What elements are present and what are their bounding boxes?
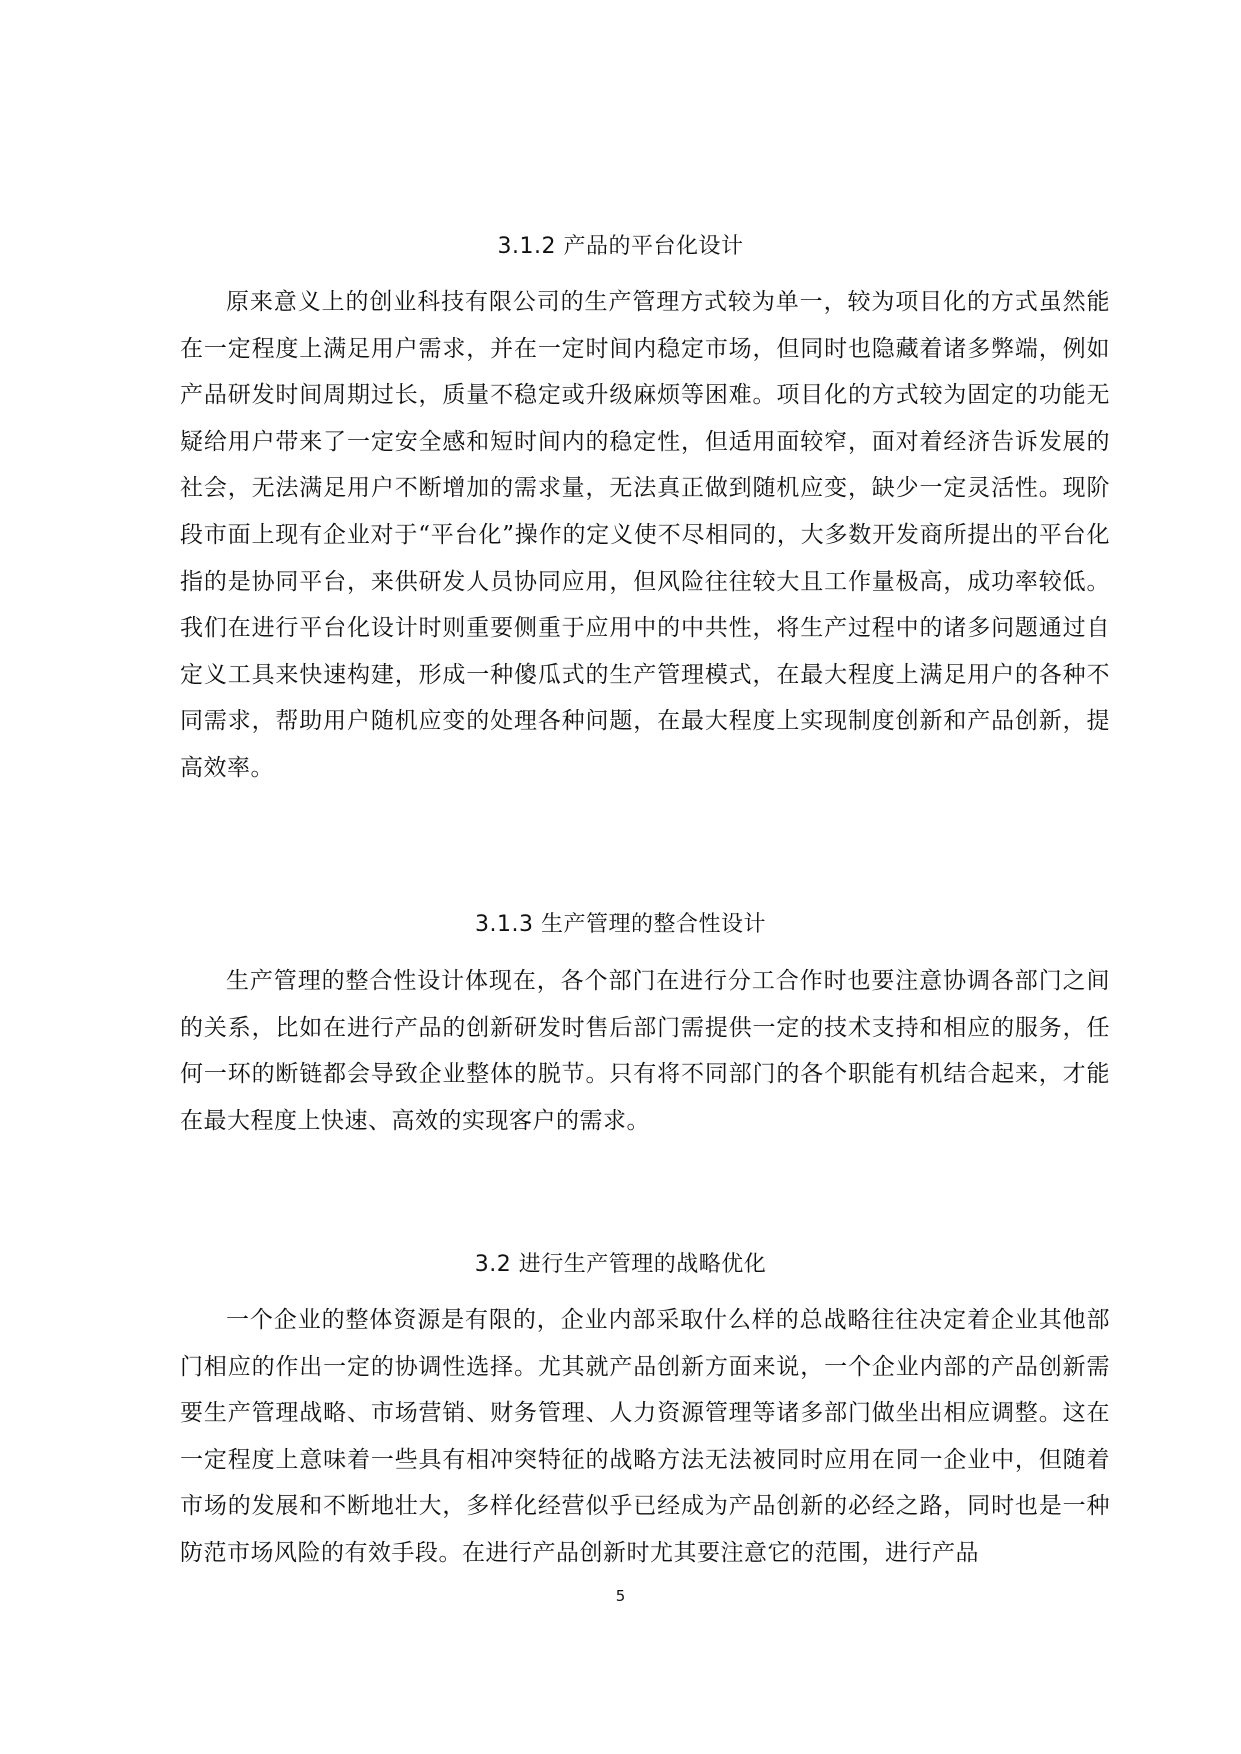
section-heading-3-1-2: 3.1.2 产品的平台化设计 [497,234,744,259]
section-heading-3-2: 3.2 进行生产管理的战略优化 [474,1252,767,1277]
section-paragraph-3-2: 一个企业的整体资源是有限的，企业内部采取什么样的总战略往往决定着企业其他部门相应的作出一定的协调性选择。尤其就产品创新方面来说，一个企业内部的产品创新需要生产管理战略、市场营销、财务管理、人力资源管理等诸多部门做坐出相应调整。这在一定程度上意味着一些具有相冲突特征的战略方法无法被同时应用在同一企业中，但随着市场的发展和不断地壮大，多样化经营似乎已经成为产品创新的必经之路，同时也是一种防范市场风险的有效手段。在进行产品创新时尤其要注意它的范围，进行产品 [180,1307,1110,1566]
page-number: 5 [615,1587,626,1605]
section-heading-3-1-3: 3.1.3 生产管理的整合性设计 [475,912,766,937]
section-paragraph-3-1-2: 原来意义上的创业科技有限公司的生产管理方式较为单一，较为项目化的方式虽然能在一定程度上满足用户需求，并在一定时间内稳定市场，但同时也隐藏着诸多弊端，例如产品研发时间周期过长，质量不稳定或升级麻烦等困难。项目化的方式较为固定的功能无疑给用户带来了一定安全感和短时间内的稳定性，但适用面较窄，面对着经济告诉发展的社会，无法满足用户不断增加的需求量，无法真正做到随机应变，缺少一定灵活性。现阶段市面上现有企业对于“平台化”操作的定义使不尽相同的，大多数开发商所提出的平台化指的是协同平台，来供研发人员协同应用，但风险往往较大且工作量极高，成功率较低。我们在进行平台化设计时则重要侧重于应用中的中共性，将生产过程中的诸多问题通过自定义工具来快速构建，形成一种傻瓜式的生产管理模式，在最大程度上满足用户的各种不同需求，帮助用户随机应变的处理各种问题，在最大程度上实现制度创新和产品创新，提高效率。 [180,289,1110,781]
section-paragraph-3-1-3: 生产管理的整合性设计体现在，各个部门在进行分工合作时也要注意协调各部门之间的关系，比如在进行产品的创新研发时售后部门需提供一定的技术支持和相应的服务，任何一环的断链都会导致企业整体的脱节。只有将不同部门的各个职能有机结合起来，才能在最大程度上快速、高效的实现客户的需求。 [180,968,1110,1134]
